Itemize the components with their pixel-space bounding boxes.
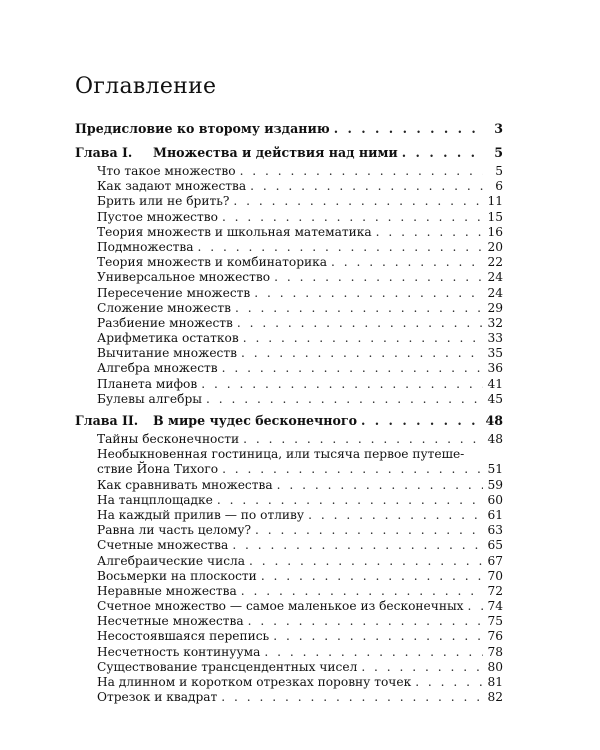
toc-entry-title: Существование трансцендентных чисел xyxy=(97,659,358,674)
toc-entry[interactable] xyxy=(75,614,503,629)
toc-page-number: 6 xyxy=(495,179,503,194)
leader-dots xyxy=(237,316,483,331)
leader-dots xyxy=(222,462,483,477)
leader-dots xyxy=(254,286,483,301)
toc-entry-title: Счетные множества xyxy=(97,538,229,553)
toc-page-number: 67 xyxy=(487,553,503,568)
toc-entry-title: Разбиение множеств xyxy=(97,315,233,330)
toc-entry[interactable] xyxy=(75,392,503,407)
toc-entry-title: Алгебра множеств xyxy=(97,361,218,376)
leader-dots xyxy=(277,478,483,493)
toc-entry[interactable] xyxy=(75,675,503,690)
toc-page-number: 45 xyxy=(487,391,503,406)
toc-entry-title: Брить или не брить? xyxy=(97,194,230,209)
leader-dots xyxy=(334,118,483,140)
toc-entry[interactable] xyxy=(75,478,503,493)
leader-dots xyxy=(308,508,483,523)
chapter-title xyxy=(75,410,357,432)
toc-page-number: 24 xyxy=(487,270,503,285)
toc-heading: Оглавление xyxy=(75,74,217,99)
toc-page-number: 48 xyxy=(485,413,503,428)
toc-page-number: 16 xyxy=(487,224,503,239)
leader-dots xyxy=(198,240,483,255)
chapter-label: Глава I. xyxy=(75,145,133,160)
toc-entry[interactable] xyxy=(75,554,503,569)
toc-page-number: 15 xyxy=(487,209,503,224)
toc-entry-title: Как сравнивать множества xyxy=(97,477,273,492)
toc-entry[interactable] xyxy=(75,660,503,675)
toc-page-number: 22 xyxy=(487,255,503,270)
leader-dots xyxy=(243,331,483,346)
toc-page-number: 11 xyxy=(487,194,503,209)
leader-dots xyxy=(361,660,483,675)
toc-entry-title: Теория множеств и школьная математика xyxy=(97,224,372,239)
toc-chapter-2[interactable] xyxy=(75,410,503,432)
chapter-title xyxy=(75,142,398,164)
leader-dots xyxy=(243,432,483,447)
toc-entry[interactable] xyxy=(75,584,503,599)
toc-entry-title: Равна ли часть целому? xyxy=(97,523,252,538)
chapter-name: В мире чудес бесконечного xyxy=(153,413,358,428)
toc-entry[interactable] xyxy=(75,240,503,255)
leader-dots xyxy=(235,301,483,316)
leader-dots xyxy=(222,361,483,376)
toc-page-number: 36 xyxy=(487,361,503,376)
leader-dots xyxy=(255,523,483,538)
leader-dots xyxy=(261,569,483,584)
toc-entry-preface[interactable] xyxy=(75,118,503,140)
toc-entry[interactable] xyxy=(75,270,503,285)
chapter-label: Глава II. xyxy=(75,413,139,428)
toc-page-number: 24 xyxy=(487,285,503,300)
leader-dots xyxy=(376,225,483,240)
toc-page-number: 82 xyxy=(487,690,503,705)
toc-entry-title: Булевы алгебры xyxy=(97,391,202,406)
leader-dots xyxy=(415,675,483,690)
toc-entry[interactable] xyxy=(75,301,503,316)
toc-entry[interactable] xyxy=(75,210,503,225)
toc-entry-title: Подмножества xyxy=(97,239,194,254)
toc-entry-title: Тайны бесконечности xyxy=(97,432,240,446)
toc-entry[interactable] xyxy=(75,690,503,705)
toc-entry-title: Восьмерки на плоскости xyxy=(97,568,257,583)
toc-entry-title: На танцплощадке xyxy=(97,492,213,507)
chapter-1-sections xyxy=(75,164,503,407)
toc-entry-title: На длинном и коротком отрезках поровну точек xyxy=(97,675,412,689)
toc-entry-title: Неравные множества xyxy=(97,583,237,598)
leader-dots xyxy=(361,410,481,432)
toc-entry[interactable] xyxy=(75,255,503,270)
leader-dots xyxy=(241,584,483,599)
toc-chapter-1[interactable] xyxy=(75,142,503,164)
leader-dots xyxy=(250,179,483,194)
toc-page-number: 76 xyxy=(487,629,503,644)
toc-entry[interactable] xyxy=(75,377,503,392)
toc-entry-title: ствие Йона Тихого xyxy=(97,462,219,477)
toc-page-number: 32 xyxy=(487,315,503,330)
toc-page-number: 33 xyxy=(487,331,503,346)
toc-entry-title: Несостоявшаяся перепись xyxy=(97,629,270,644)
toc-entry[interactable] xyxy=(75,361,503,376)
toc-page-number: 51 xyxy=(487,462,503,477)
toc-entry-title: Счетное множество — самое маленькое из бесконечных xyxy=(97,599,464,614)
toc-page-number: 65 xyxy=(487,538,503,553)
toc-page-number: 75 xyxy=(487,614,503,629)
toc-entry[interactable] xyxy=(75,538,503,553)
toc-entry-wrapped[interactable] xyxy=(75,447,503,477)
toc-page-number: 61 xyxy=(487,507,503,522)
toc-entry-title: Несчетные множества xyxy=(97,614,244,629)
chapter-2-sections xyxy=(75,478,503,706)
toc-entry[interactable] xyxy=(75,599,503,614)
toc-entry-title: Что такое множество xyxy=(97,164,236,178)
toc-entry-title: Вычитание множеств xyxy=(97,346,237,361)
leader-dots xyxy=(222,210,483,225)
toc-entry-title: Теория множеств и комбинаторика xyxy=(97,255,328,270)
toc-entry[interactable] xyxy=(75,286,503,301)
toc-page-number: 60 xyxy=(487,492,503,507)
leader-dots xyxy=(248,614,483,629)
toc-entry[interactable] xyxy=(75,179,503,194)
toc-entry[interactable] xyxy=(75,346,503,361)
toc-entry-title: Как задают множества xyxy=(97,179,247,194)
toc-entry-line xyxy=(75,447,503,462)
toc-page-number: 5 xyxy=(495,164,503,178)
chapter-name: Множества и действия над ними xyxy=(153,145,398,160)
leader-dots xyxy=(201,377,483,392)
leader-dots xyxy=(241,346,483,361)
toc-entry-title: Арифметика остатков xyxy=(97,331,239,346)
toc-entry[interactable] xyxy=(75,493,503,508)
toc-page-number: 29 xyxy=(487,300,503,315)
leader-dots xyxy=(402,142,483,164)
toc-page-number: 59 xyxy=(487,477,503,492)
toc-page-number: 41 xyxy=(487,376,503,391)
toc-entry[interactable] xyxy=(75,508,503,523)
leader-dots xyxy=(249,554,483,569)
toc-entry[interactable] xyxy=(75,194,503,209)
toc-entry[interactable] xyxy=(75,432,503,447)
leader-dots xyxy=(264,645,483,660)
toc-entry-title: Планета мифов xyxy=(97,376,198,391)
toc-entry[interactable] xyxy=(75,629,503,644)
leader-dots xyxy=(468,599,483,614)
toc-page-number: 3 xyxy=(494,121,503,136)
toc-entry-title: Предисловие ко второму изданию xyxy=(75,121,330,136)
toc-page-number: 20 xyxy=(487,239,503,254)
toc-entry-title: Пустое множество xyxy=(97,209,218,224)
leader-dots xyxy=(232,538,483,553)
table-of-contents xyxy=(75,118,503,705)
toc-entry-title: На каждый прилив — по отливу xyxy=(97,507,305,522)
toc-page-number: 48 xyxy=(487,432,503,446)
toc-entry-title: Отрезок и квадрат xyxy=(97,690,218,705)
toc-entry[interactable] xyxy=(75,523,503,538)
toc-entry-title: Несчетность континуума xyxy=(97,644,261,659)
toc-entry[interactable] xyxy=(75,316,503,331)
toc-entry-title: Сложение множеств xyxy=(97,300,231,315)
toc-page-number: 74 xyxy=(487,599,503,614)
leader-dots xyxy=(240,164,483,179)
toc-entry[interactable] xyxy=(75,569,503,584)
leader-dots xyxy=(273,629,483,644)
toc-page-number: 70 xyxy=(487,568,503,583)
toc-page-number: 81 xyxy=(487,675,503,689)
toc-page-number: 35 xyxy=(487,346,503,361)
toc-entry[interactable] xyxy=(75,331,503,346)
toc-page-number: 80 xyxy=(487,659,503,674)
toc-entry[interactable] xyxy=(75,164,503,179)
toc-entry[interactable] xyxy=(75,225,503,240)
toc-entry-title: Алгебраические числа xyxy=(97,553,246,568)
leader-dots xyxy=(206,392,483,407)
toc-page-number: 78 xyxy=(487,644,503,659)
toc-page-number: 63 xyxy=(487,523,503,538)
toc-entry-line xyxy=(75,462,503,477)
toc-entry-title: Необыкновенная гостиница, или тысяча первое путеше- xyxy=(97,447,465,462)
toc-page-number: 72 xyxy=(487,583,503,598)
leader-dots xyxy=(217,493,483,508)
leader-dots xyxy=(274,270,483,285)
leader-dots xyxy=(331,255,483,270)
toc-entry[interactable] xyxy=(75,645,503,660)
toc-entry-title: Пересечение множеств xyxy=(97,285,251,300)
leader-dots xyxy=(221,690,483,705)
leader-dots xyxy=(233,194,483,209)
toc-entry-title: Универсальное множество xyxy=(97,270,271,285)
toc-page-number: 5 xyxy=(494,145,503,160)
